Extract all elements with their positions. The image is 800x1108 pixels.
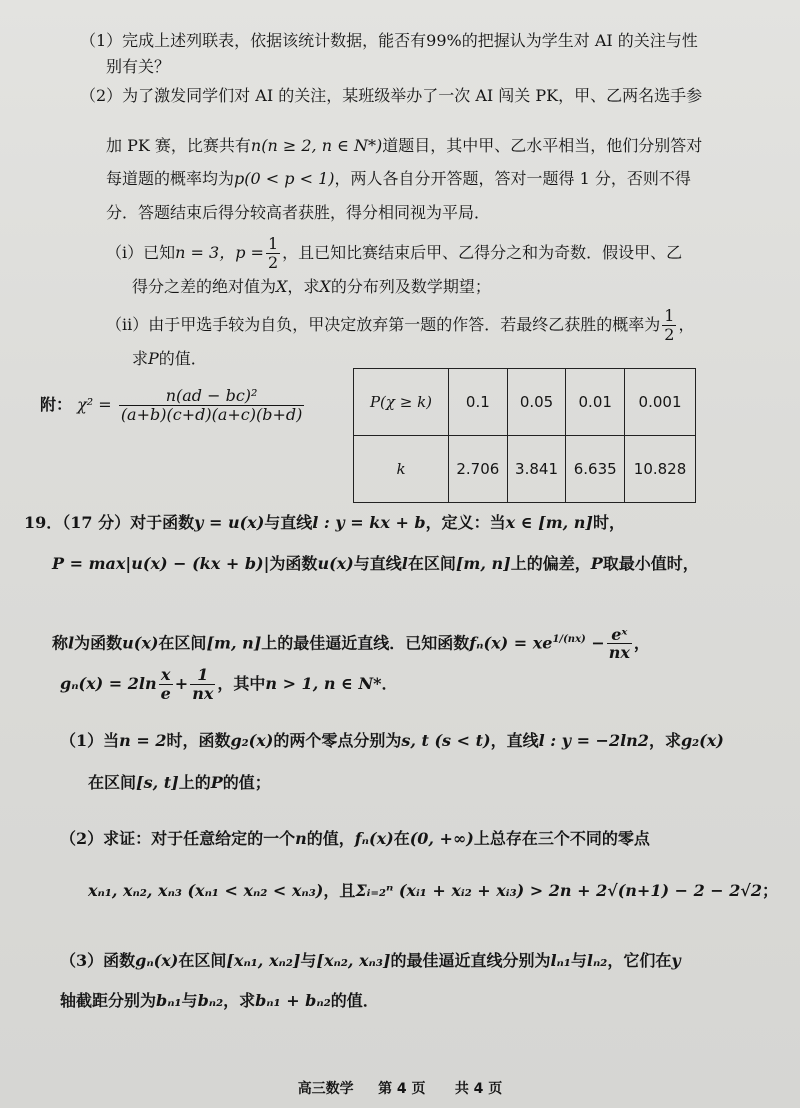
footer-total-pages: 共 4 页 [454,1081,503,1097]
q19-sub1-line1: （1）当n = 2时，函数g₂(x)的两个零点分别为s, t (s < t)，直线l : y = −2ln2，求g₂(x) [60,731,724,750]
q19-sub2-line1: （2）求证：对于任意给定的一个n的值，fₙ(x)在(0, +∞)上总存在三个不同的零点 [60,829,650,848]
table-cell: 2.706 [449,436,508,503]
q18-part1-line1: （1）完成上述列联表，依据该统计数据，能否有99%的把握认为学生对 AI 的关注与性 [80,31,698,50]
fraction-x-over-e: $\frac{x}{e}$ [160,665,171,703]
q19-sub3-line1: （3）函数gₙ(x)在区间[xₙ₁, xₙ₂]与[xₙ₂, xₙ₃]的最佳逼近直线分别为lₙ₁与lₙ₂，它们在y [60,951,681,970]
q19-sub2-line2: xₙ₁, xₙ₂, xₙ₃ (xₙ₁ < xₙ₂ < xₙ₃)，且Σᵢ₌₂ⁿ (xᵢ₁ + xᵢ₂ + xᵢ₃) > 2n + 2√(n+1) − 2 − 2√2； [88,881,779,900]
page-footer [200,1078,600,1098]
table-cell: 10.828 [625,436,696,503]
table-cell: 0.05 [507,369,566,436]
table-cell: 0.001 [625,369,696,436]
q18-sub-ii-line2: 求P的值． [132,349,207,368]
table-cell: 0.1 [449,369,508,436]
footer-subject: 高三数学 [297,1081,354,1097]
q18-sub-ii-line1: （ⅱ）由于甲选手较为自负，甲决定放弃第一题的作答．若最终乙获胜的概率为 $\frac{1}{2}$ ， [106,306,695,344]
q18-part2-line2: 加 PK 赛，比赛共有n(n ≥ 2, n ∈ N*)道题目，其中甲、乙水平相当，他们分别答对 [106,136,703,155]
q19-sub1-line2: 在区间[s, t]上的P的值； [88,773,271,792]
table-cell: 3.841 [507,436,566,503]
table-row [354,369,696,436]
q18-part2-line3: 每道题的概率均为p(0 < p < 1)，两人各自分开答题，答对一题得 1 分，否则不得 [106,169,691,188]
q19-line2: P = max|u(x) − (kx + b)|为函数u(x)与直线l在区间[m, n]上的偏差，P取最小值时， [52,554,699,573]
table-cell: 0.01 [566,369,625,436]
q19-line3: 称l为函数u(x)在区间[m, n]上的最佳逼近直线．已知函数$f_n(x) = xe^{1/(nx)}$ − $\frac{\text{eˣ}}{nx}$ ， [52,624,650,663]
table-cell: 6.635 [566,436,625,503]
table-row-header: k [354,436,449,503]
fraction-one-over-nx: $\frac{1}{nx}$ [192,665,214,703]
q19-line1: 19．（17 分）对于函数y = u(x)与直线l : y = kx + b，定义：当x ∈ [m, n]时， [24,513,626,532]
q18-part1-line2: 别有关？ [106,57,171,76]
fraction-one-half: $\frac{1}{2}$ [664,306,675,344]
q18-part2-line4: 分．答题结束后得分较高者获胜，得分相同视为平局． [106,203,491,222]
fraction-ex-over-nx: $\frac{\text{eˣ}}{nx}$ [608,624,630,663]
q18-sub-i-line1: （ⅰ）已知n = 3，p = $\frac{1}{2}$ ，且已知比赛结束后甲、乙得分之和为奇数．假设甲、乙 [106,234,683,272]
q19-sub3-line2: 轴截距分别为bₙ₁与bₙ₂，求bₙ₁ + bₙ₂的值． [60,991,379,1010]
chi-square-formula: 附： χ² = $\frac{\text{n(ad − bc)²}}{(a+b)(c+d)(a+c)(b+d)}$ [40,386,303,424]
table-row [354,436,696,503]
q18-sub-i-line2: 得分之差的绝对值为X，求X的分布列及数学期望； [132,277,491,296]
chi-square-fraction: $\frac{\text{n(ad − bc)²}}{(a+b)(c+d)(a+c)(b+d)}$ [120,386,303,424]
footer-page-number: 第 4 页 [378,1081,426,1097]
fraction-one-half: $\frac{1}{2}$ [267,234,279,272]
chi-square-critical-table [353,368,696,503]
table-row-header: P(χ ≥ k) [354,369,449,436]
q18-part2-line1: （2）为了激发同学们对 AI 的关注，某班级举办了一次 AI 闯关 PK，甲、乙两名选手参 [80,86,703,105]
q19-line4: gₙ(x) = 2ln $\frac{x}{e}$ + $\frac{1}{nx}$ ，其中n > 1, n ∈ N*． [60,665,398,703]
